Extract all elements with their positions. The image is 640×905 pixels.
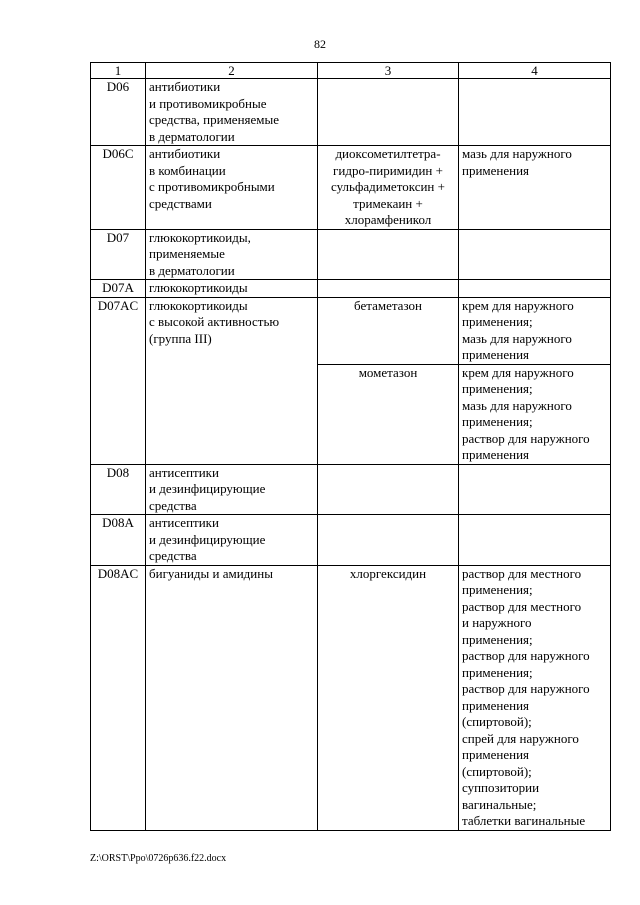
group-name-cell-line: (группа III)	[149, 330, 212, 346]
dosage-form-cell-line: применения;	[462, 381, 533, 396]
group-name-cell-line: антибиотики	[149, 146, 221, 161]
drug-name-cell-line: хлоргексидин	[349, 565, 427, 581]
dosage-form-cell	[459, 229, 611, 280]
dosage-form-cell-line: применения	[462, 447, 530, 462]
dosage-form-cell	[459, 280, 611, 298]
dosage-form-cell-line: раствор для местного	[462, 598, 582, 614]
atc-code-cell: D07A	[91, 280, 146, 298]
table-row	[91, 297, 611, 364]
dosage-form-cell-line: мазь для наружного	[462, 397, 572, 413]
column-header-1: 1	[91, 63, 146, 79]
atc-code-cell: D07	[91, 229, 146, 280]
group-name-cell	[146, 565, 318, 830]
atc-code-cell: D08AC	[91, 565, 146, 830]
dosage-form-cell-line: таблетки вагинальные	[462, 813, 586, 828]
drug-name-cell	[318, 229, 459, 280]
drug-name-cell-line: тримекаин +	[353, 195, 423, 211]
dosage-form-cell-line: применения	[462, 697, 530, 713]
drug-name-cell	[318, 146, 459, 230]
column-header-2: 2	[146, 63, 318, 79]
group-name-cell-line: и противомикробные	[149, 95, 267, 111]
table-row	[91, 79, 611, 146]
drug-name-cell-line: бетаметазон	[354, 297, 422, 313]
atc-code-cell: D08	[91, 464, 146, 515]
dosage-form-cell-line: применения;	[462, 582, 533, 597]
atc-code-cell: D08A	[91, 515, 146, 566]
group-name-cell	[146, 79, 318, 146]
table-row	[91, 146, 611, 230]
table-body	[91, 79, 611, 831]
dosage-form-cell-line: вагинальные;	[462, 796, 537, 812]
column-header-4: 4	[459, 63, 611, 79]
dosage-form-cell-line: (спиртовой);	[462, 763, 532, 779]
group-name-cell	[146, 146, 318, 230]
group-name-cell-line: антисептики	[149, 464, 219, 480]
group-name-cell-line: применяемые	[149, 246, 225, 261]
group-name-cell-line: средства	[149, 548, 197, 563]
drug-classification-table	[90, 62, 611, 831]
file-path-footer: Z:\ORST\Ppo\0726p636.f22.docx	[90, 853, 227, 864]
drug-name-cell	[318, 565, 459, 830]
group-name-cell	[146, 297, 318, 464]
drug-name-cell	[318, 297, 459, 364]
dosage-form-cell-line: применения	[462, 162, 530, 178]
table-row	[91, 229, 611, 280]
dosage-form-cell	[459, 565, 611, 830]
table-row	[91, 280, 611, 298]
group-name-cell-line: в комбинации	[149, 162, 226, 178]
dosage-form-cell	[459, 464, 611, 515]
dosage-form-cell-line: применения	[462, 347, 530, 362]
group-name-cell	[146, 515, 318, 566]
dosage-form-cell-line: спрей для наружного	[462, 730, 579, 746]
drug-name-cell-line: мометазон	[358, 364, 418, 380]
dosage-form-cell-line: мазь для наружного	[462, 330, 572, 346]
dosage-form-cell-line: применения;	[462, 314, 533, 329]
drug-name-cell-line: диоксометилтетра-	[335, 146, 441, 161]
table-row	[91, 515, 611, 566]
table-header-row	[91, 63, 611, 79]
dosage-form-cell-line: раствор для наружного	[462, 681, 590, 696]
drug-name-cell	[318, 280, 459, 298]
atc-code-cell: D06C	[91, 146, 146, 230]
group-name-cell-line: в дерматологии	[149, 262, 235, 278]
drug-name-cell-line: сульфадиметоксин +	[331, 179, 445, 194]
column-header-3: 3	[318, 63, 459, 79]
dosage-form-cell	[459, 515, 611, 566]
dosage-form-cell-line: крем для наружного	[462, 364, 574, 380]
dosage-form-cell-line: раствор для местного	[462, 565, 582, 581]
group-name-cell-line: и дезинфицирующие	[149, 531, 266, 547]
drug-name-cell	[318, 79, 459, 146]
page-number: 82	[314, 37, 326, 51]
dosage-form-cell-line: и наружного	[462, 615, 532, 630]
dosage-form-cell-line: мазь для наружного	[462, 146, 572, 161]
group-name-cell-line: средствами	[149, 195, 212, 211]
group-name-cell-line: антибиотики	[149, 79, 221, 94]
group-name-cell-line: антисептики	[149, 515, 219, 530]
dosage-form-cell	[459, 297, 611, 364]
dosage-form-cell-line: применения	[462, 747, 530, 762]
dosage-form-cell-line: применения;	[462, 664, 533, 680]
dosage-form-cell-line: крем для наружного	[462, 297, 574, 313]
group-name-cell	[146, 464, 318, 515]
drug-name-cell	[318, 364, 459, 464]
dosage-form-cell	[459, 79, 611, 146]
group-name-cell	[146, 229, 318, 280]
group-name-cell-line: и дезинфицирующие	[149, 481, 266, 496]
group-name-cell-line: средства	[149, 497, 197, 513]
group-name-cell-line: глюкокортикоиды,	[149, 229, 251, 245]
table-row	[91, 565, 611, 830]
group-name-cell-line: глюкокортикоиды	[149, 297, 248, 313]
dosage-form-cell	[459, 364, 611, 464]
group-name-cell	[146, 280, 318, 298]
group-name-cell-line: бигуаниды и амидины	[149, 565, 273, 581]
drug-name-cell	[318, 515, 459, 566]
group-name-cell-line: средства, применяемые	[149, 112, 280, 127]
dosage-form-cell-line: применения;	[462, 631, 533, 647]
dosage-form-cell-line: (спиртовой);	[462, 714, 532, 729]
dosage-form-cell-line: применения;	[462, 414, 533, 429]
table-row	[91, 464, 611, 515]
dosage-form-cell	[459, 146, 611, 230]
dosage-form-cell-line: раствор для наружного	[462, 430, 590, 446]
atc-code-cell: D07AC	[91, 297, 146, 464]
group-name-cell-line: с высокой активностью	[149, 314, 280, 329]
dosage-form-cell-line: раствор для наружного	[462, 648, 590, 663]
group-name-cell-line: глюкокортикоиды	[149, 280, 248, 295]
drug-name-cell-line: хлорамфеникол	[344, 212, 432, 227]
group-name-cell-line: в дерматологии	[149, 128, 235, 144]
drug-name-cell	[318, 464, 459, 515]
atc-code-cell: D06	[91, 79, 146, 146]
dosage-form-cell-line: суппозитории	[462, 780, 540, 795]
drug-name-cell-line: гидро-пиримидин +	[333, 162, 443, 178]
group-name-cell-line: с противомикробными	[149, 179, 275, 194]
